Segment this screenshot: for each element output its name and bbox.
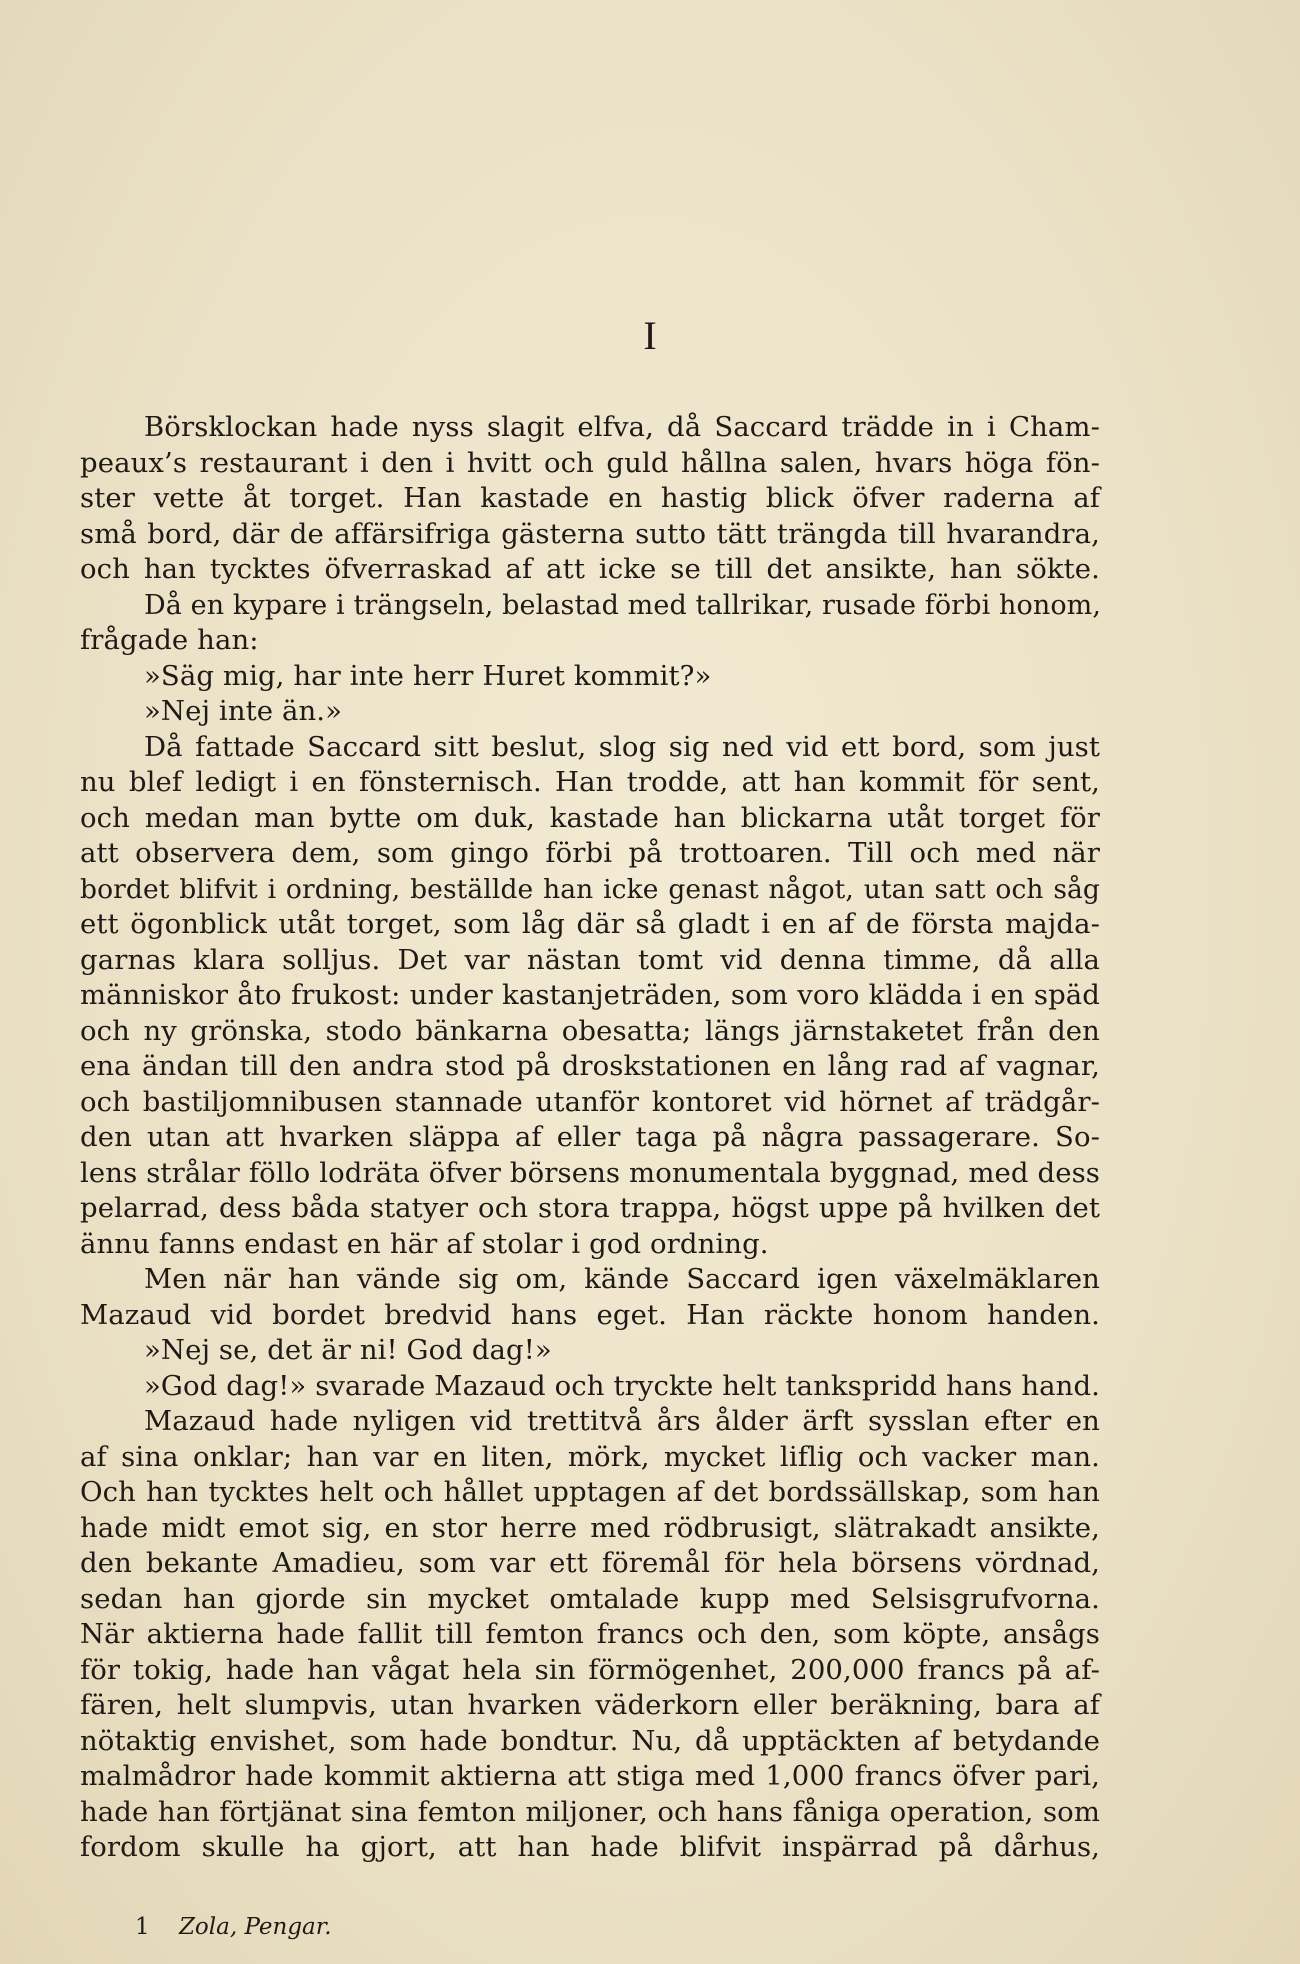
text-line: att observera dem, som gingo förbi på trottoaren. Till och med när — [80, 837, 1100, 869]
text-line: lens strålar föllo lodräta öfver börsens monumentala byggnad, med dess — [80, 1156, 1100, 1189]
text-line: sedan han gjorde sin mycket omtalade kupp med Selsisgrufvorna. — [80, 1582, 1100, 1615]
text-line: människor åto frukost: under kastanjeträden, som voro klädda i en späd — [80, 979, 1100, 1011]
text-line: ett ögonblick utåt torget, som låg där så gladt i en af de första majda- — [80, 908, 1100, 940]
text-line: frågade han: — [80, 624, 259, 656]
body-text — [80, 410, 1100, 1866]
text-line: för tokig, hade han vågat hela sin förmögenhet, 200,000 francs på af- — [80, 1653, 1100, 1686]
text-line: pelarrad, dess båda statyer och stora trappa, högst uppe på hvilken det — [80, 1192, 1100, 1224]
text-line: »Nej inte än.» — [144, 695, 343, 727]
text-line: peaux’s restaurant i den i hvitt och guld hållna salen, hvars höga fön- — [80, 446, 1100, 479]
text-line: den bekante Amadieu, som var ett föremål för hela börsens vördnad, — [80, 1547, 1100, 1579]
text-line: Men när han vände sig om, kände Saccard igen växelmäklaren — [144, 1263, 1100, 1295]
signature-mark: 1 — [135, 1914, 150, 1940]
text-line: »God dag!» svarade Mazaud och tryckte helt tankspridd hans hand. — [144, 1369, 1100, 1402]
page-footer — [135, 1914, 332, 1940]
text-line: nötaktig envishet, som hade bondtur. Nu, då upptäckten af betydande — [80, 1724, 1100, 1757]
text-line: »Nej se, det är ni! God dag!» — [144, 1334, 552, 1366]
text-line: fordom skulle ha gjort, att han hade blifvit inspärrad på dårhus, — [80, 1831, 1100, 1863]
text-line: hade midt emot sig, en stor herre med rödbrusigt, slätrakadt ansikte, — [80, 1511, 1100, 1544]
text-line: af sina onklar; han var en liten, mörk, mycket liflig och vacker man. — [80, 1440, 1100, 1473]
text-line: malmådror hade kommit aktierna att stiga med 1,000 francs öfver pari, — [80, 1760, 1100, 1792]
footer-note: Zola, Pengar. — [178, 1914, 332, 1940]
text-line: Då en kypare i trängseln, belastad med tallrikar, rusade förbi honom, — [144, 589, 1102, 621]
text-line: Börsklockan hade nyss slagit elfva, då Saccard trädde in i Cham- — [144, 411, 1100, 443]
text-line: och ny grönska, stodo bänkarna obesatta; längs järnstaketet från den — [80, 1014, 1100, 1047]
text-line: »Säg mig, har inte herr Huret kommit?» — [144, 659, 712, 692]
text-line: Mazaud vid bordet bredvid hans eget. Han räckte honom handen. — [80, 1298, 1100, 1331]
text-line: När aktierna hade fallit till femton francs och den, som köpte, ansågs — [80, 1618, 1100, 1650]
text-line: nu blef ledigt i en fönsternisch. Han trodde, att han kommit för sent, — [80, 766, 1100, 798]
text-line: garnas klara solljus. Det var nästan tomt vid denna timme, då alla — [80, 943, 1100, 976]
text-line: och han tycktes öfverraskad af att icke se till det ansikte, han sökte. — [80, 553, 1100, 585]
chapter-heading: I — [643, 313, 657, 358]
text-line: Och han tycktes helt och hållet upptagen af det bordssällskap, som han — [80, 1476, 1100, 1508]
text-line: Då fattade Saccard sitt beslut, slog sig ned vid ett bord, som just — [144, 730, 1100, 763]
text-line: hade han förtjänat sina femton miljoner, och hans fåniga operation, som — [80, 1795, 1100, 1828]
text-line: små bord, där de affärsifriga gästerna sutto tätt trängda till hvarandra, — [80, 517, 1100, 550]
text-line: ännu fanns endast en här af stolar i god ordning. — [80, 1227, 769, 1260]
text-line: Mazaud hade nyligen vid trettitvå års ålder ärft sysslan efter en — [144, 1405, 1100, 1437]
text-line: och medan man bytte om duk, kastade han blickarna utåt torget för — [80, 801, 1100, 834]
text-line: och bastiljomnibusen stannade utanför kontoret vid hörnet af trädgår- — [80, 1085, 1100, 1118]
text-line: ster vette åt torget. Han kastade en hastig blick öfver raderna af — [80, 482, 1100, 514]
text-line: fären, helt slumpvis, utan hvarken väderkorn eller beräkning, bara af — [80, 1689, 1100, 1721]
text-line: ena ändan till den andra stod på droskstationen en lång rad af vagnar, — [80, 1050, 1100, 1082]
text-line: bordet blifvit i ordning, beställde han icke genast något, utan satt och såg — [80, 873, 1100, 905]
text-line: den utan att hvarken släppa af eller taga på några passagerare. So- — [80, 1121, 1100, 1153]
